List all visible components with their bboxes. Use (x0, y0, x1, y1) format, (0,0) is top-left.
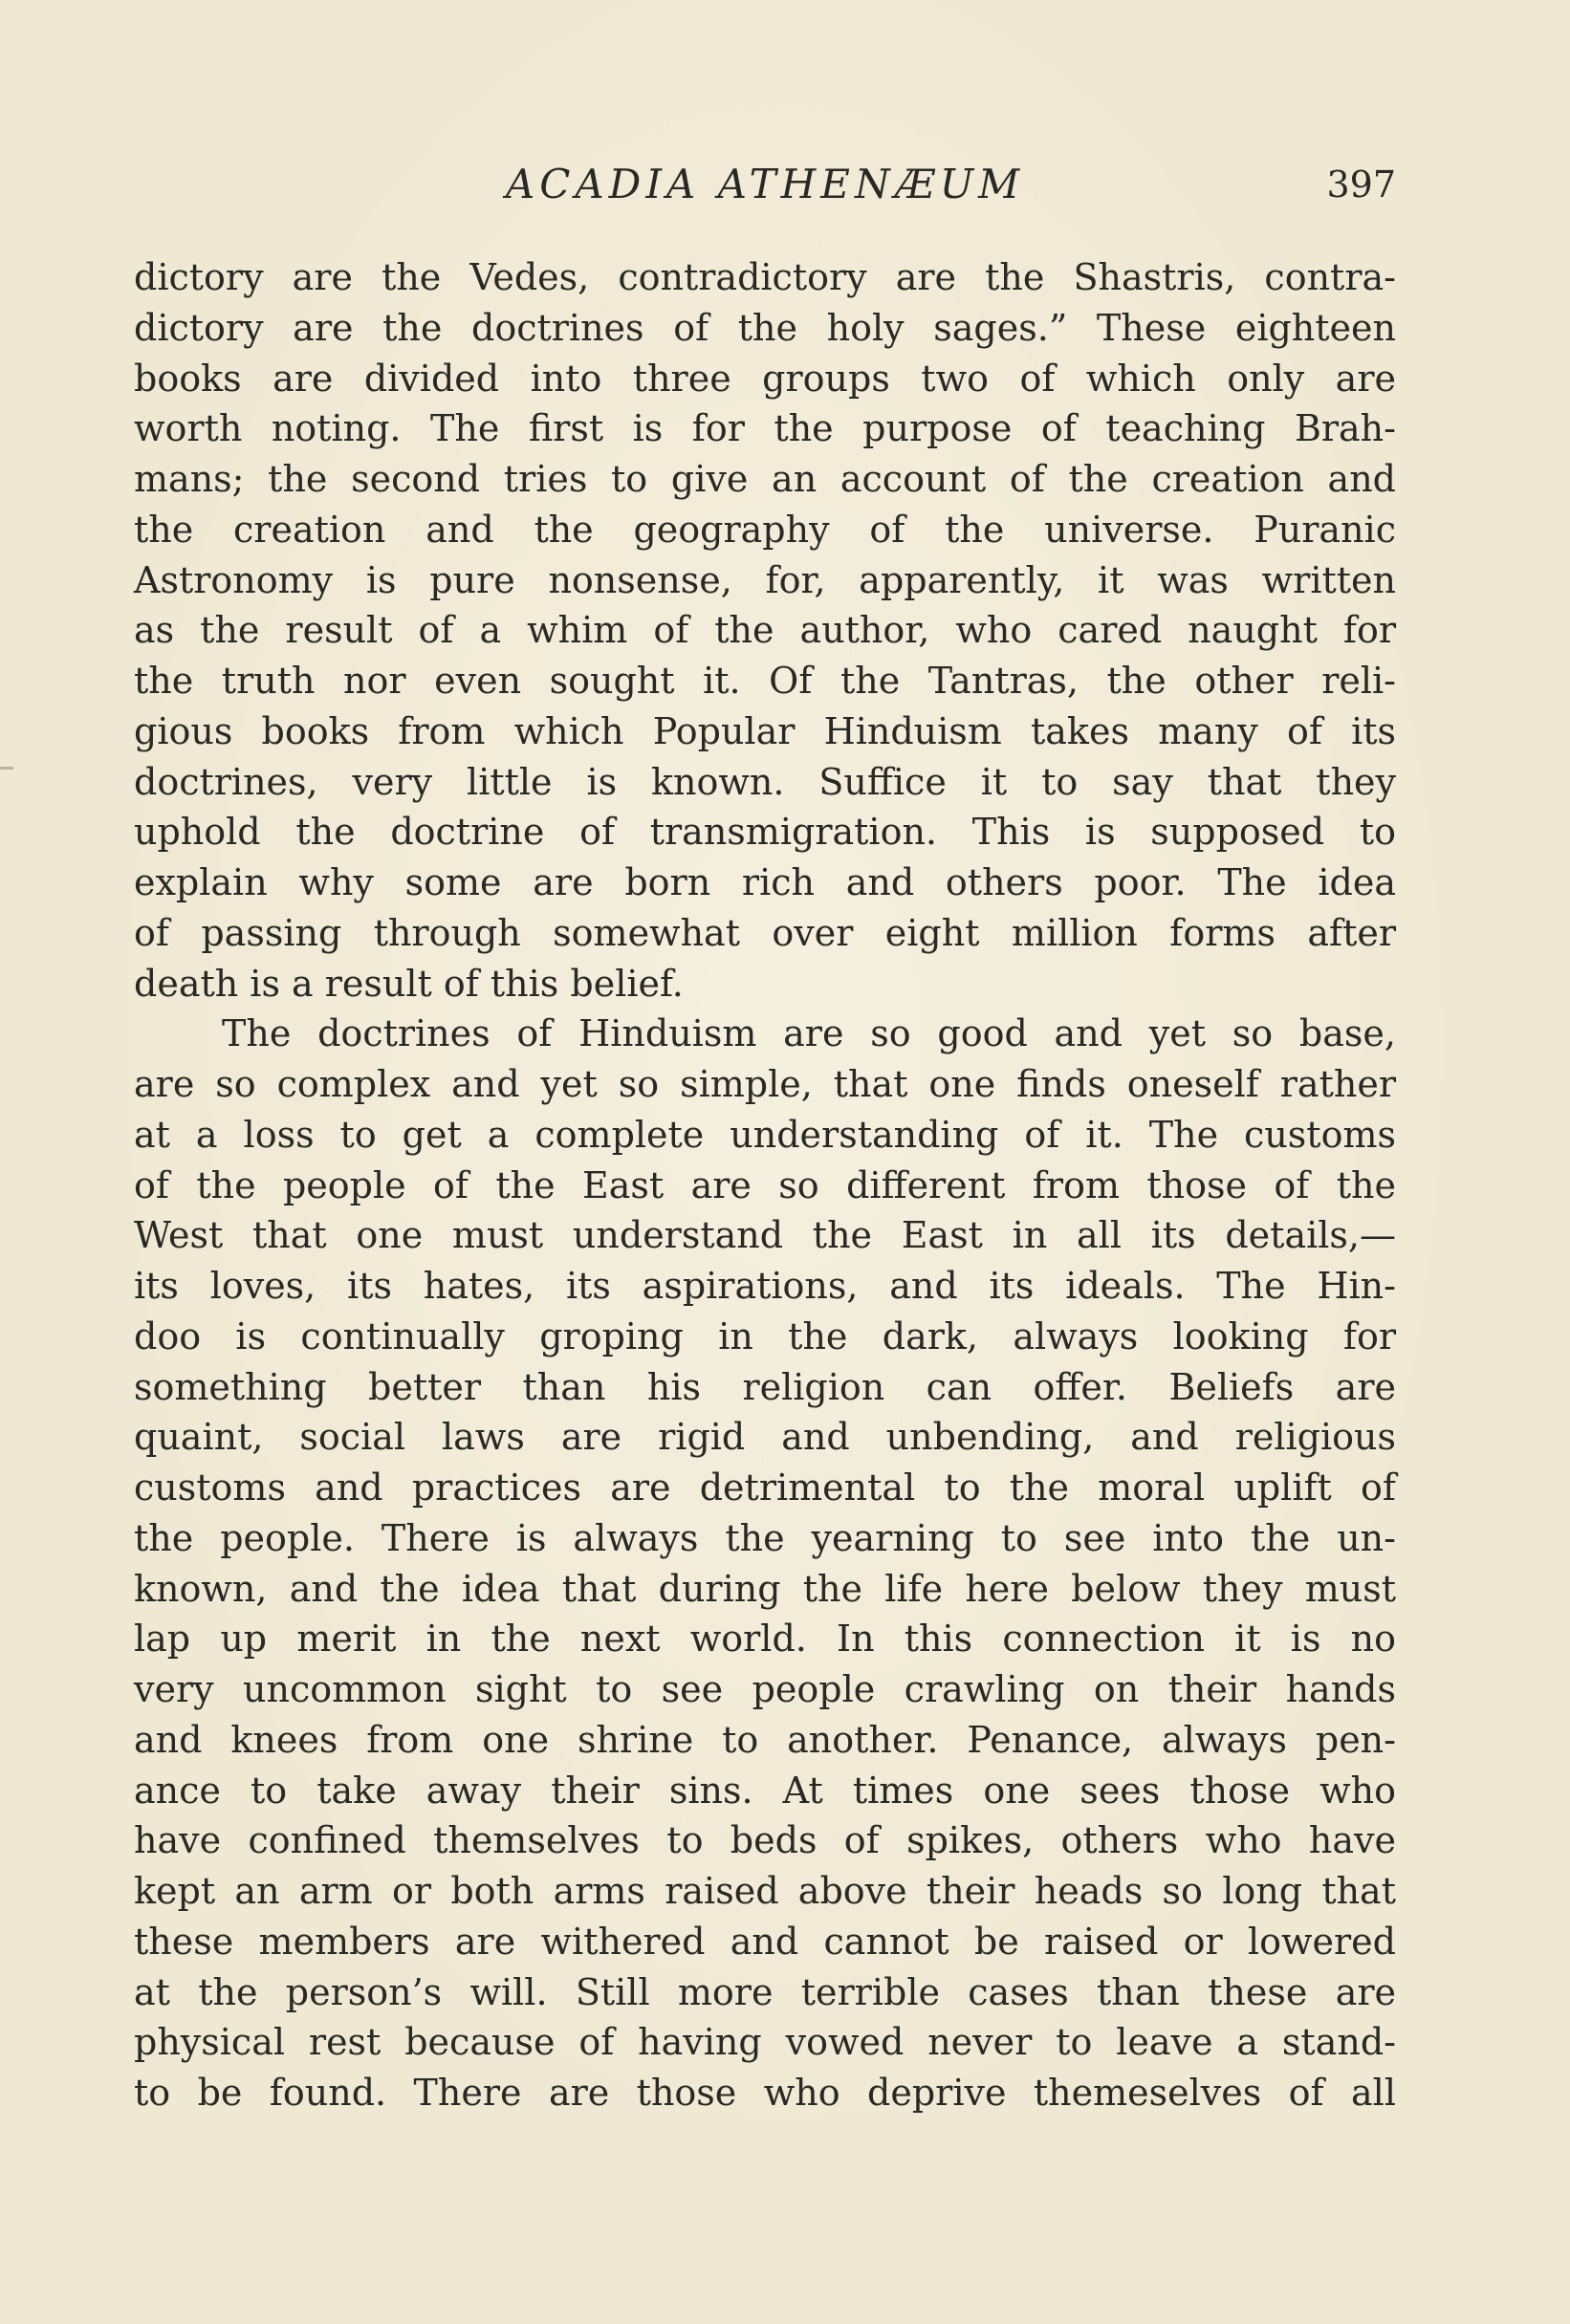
text-line: ance to take away their sins. At times one sees those who (134, 1769, 1396, 1812)
text-line: quaint, social laws are rigid and unbending, and religious (134, 1416, 1396, 1459)
body-text (134, 252, 1396, 2118)
text-line: doctrines, very little is known. Suffice it to say that they (134, 760, 1396, 803)
journal-title: ACADIA ATHENÆUM (505, 161, 1025, 207)
paragraph-last-line: death is a result of this belief. (134, 962, 684, 1005)
text-line: of passing through somewhat over eight million forms after (134, 911, 1396, 954)
running-head (134, 159, 1396, 216)
text-line: and knees from one shrine to another. Penance, always pen- (134, 1718, 1396, 1761)
text-line: at the person’s will. Still more terrible cases than these are (134, 1970, 1396, 2013)
text-line: books are divided into three groups two of which only are (134, 357, 1396, 400)
text-line: worth noting. The first is for the purpose of teaching Brah- (134, 407, 1396, 450)
text-line: of the people of the East are so different from those of the (134, 1163, 1396, 1206)
text-line: known, and the idea that during the life here below they must (134, 1567, 1396, 1610)
text-line: the creation and the geography of the universe. Puranic (134, 508, 1396, 551)
text-line: these members are withered and cannot be raised or lowered (134, 1920, 1396, 1963)
text-line: physical rest because of having vowed never to leave a stand- (134, 2021, 1396, 2064)
text-line: customs and practices are detrimental to the moral uplift of (134, 1466, 1396, 1509)
margin-mark (0, 767, 13, 770)
text-line: something better than his religion can offer. Beliefs are (134, 1365, 1396, 1408)
text-line: dictory are the doctrines of the holy sages.” These eighteen (134, 306, 1396, 349)
text-line: very uncommon sight to see people crawling on their hands (134, 1668, 1396, 1710)
text-line: are so complex and yet so simple, that one finds oneself rather (134, 1063, 1396, 1105)
text-line: the truth nor even sought it. Of the Tantras, the other reli- (134, 660, 1396, 702)
text-line: to be found. There are those who deprive themeselves of all (134, 2072, 1396, 2114)
text-line: mans; the second tries to give an account of the creation and (134, 458, 1396, 500)
text-line: dictory are the Vedes, contradictory are the Shastris, contra- (134, 256, 1396, 298)
text-line: its loves, its hates, its aspirations, and its ideals. The Hin- (134, 1265, 1396, 1307)
text-line: West that one must understand the East in all its details,— (134, 1214, 1396, 1257)
text-line: kept an arm or both arms raised above their heads so long that (134, 1870, 1396, 1912)
paragraph-first-line: The doctrines of Hinduism are so good and yet so base, (222, 1012, 1396, 1055)
page-number: 397 (1326, 163, 1396, 206)
text-line: at a loss to get a complete understanding of it. The customs (134, 1113, 1396, 1156)
text-line: gious books from which Popular Hinduism takes many of its (134, 709, 1396, 752)
text-line: Astronomy is pure nonsense, for, apparently, it was written (134, 558, 1396, 601)
text-line: doo is continually groping in the dark, always looking for (134, 1314, 1396, 1357)
text-line: as the result of a whim of the author, who cared naught for (134, 609, 1396, 652)
text-line: have confined themselves to beds of spikes, others who have (134, 1819, 1396, 1862)
text-line: the people. There is always the yearning to see into the un- (134, 1516, 1396, 1559)
text-line: explain why some are born rich and others poor. The idea (134, 861, 1396, 903)
text-line: uphold the doctrine of transmigration. This is supposed to (134, 811, 1396, 854)
text-line: lap up merit in the next world. In this connection it is no (134, 1618, 1396, 1661)
